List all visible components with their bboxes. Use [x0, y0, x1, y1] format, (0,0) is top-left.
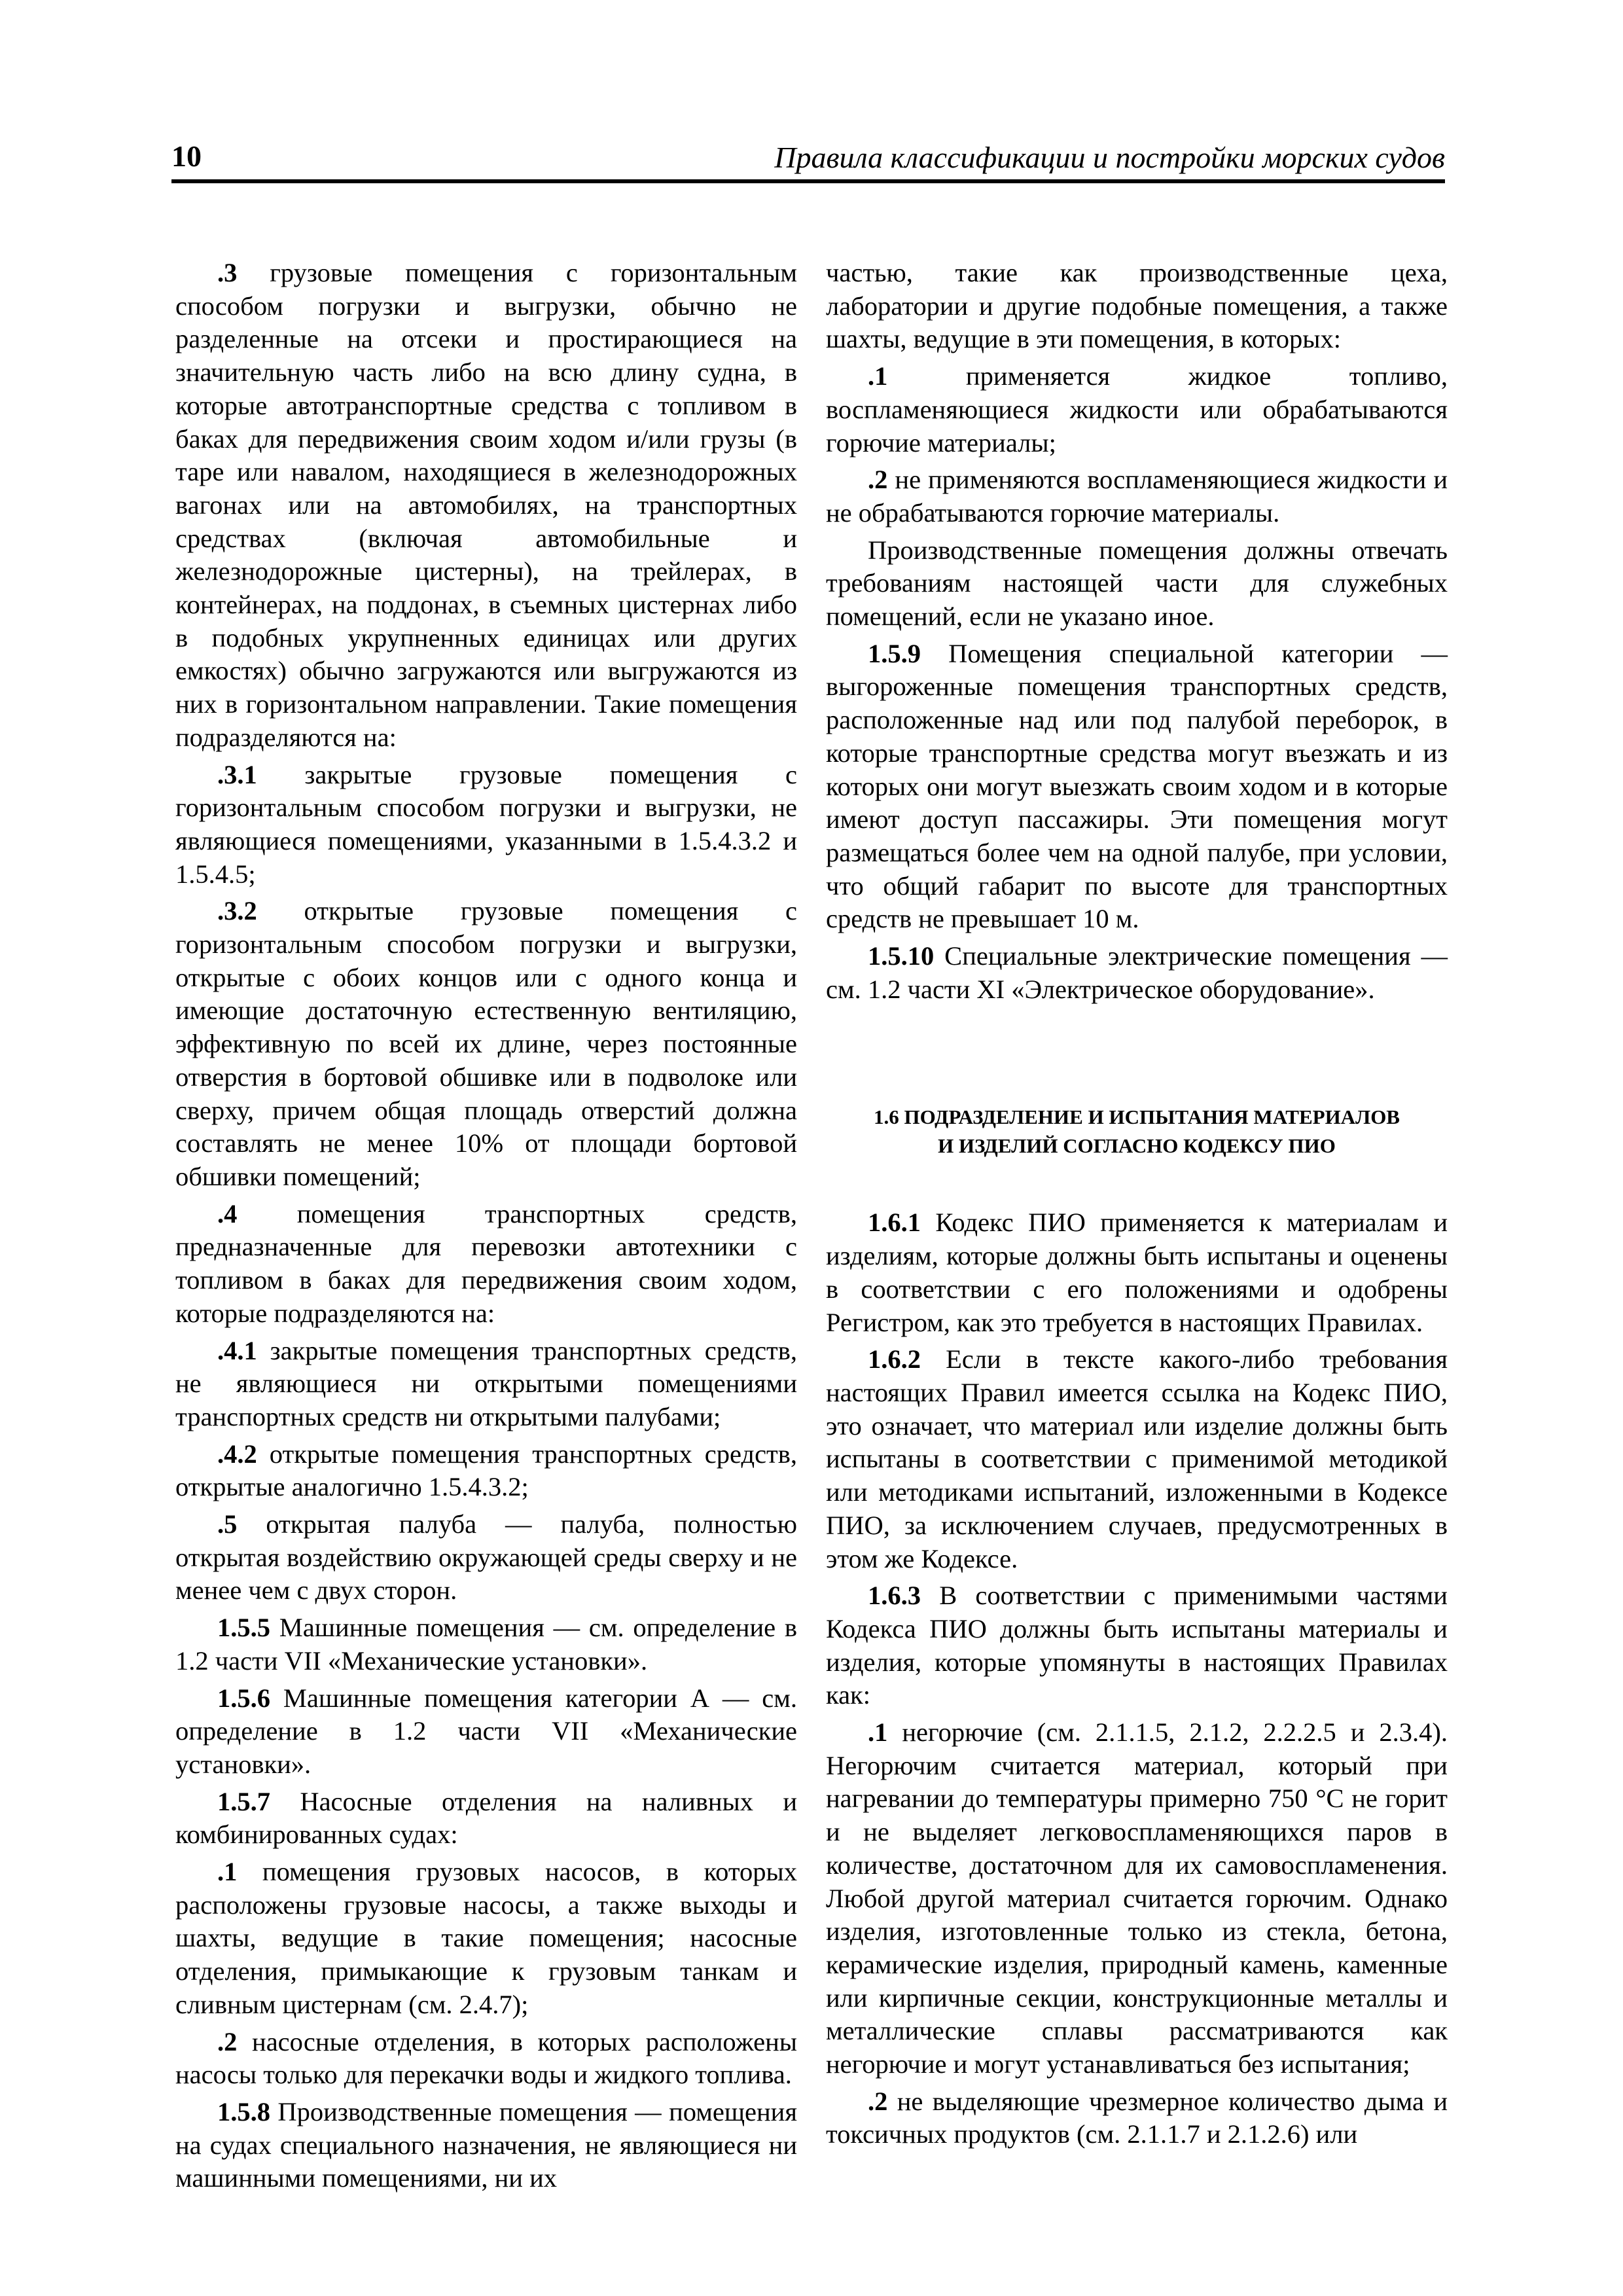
paragraph	[826, 637, 1448, 936]
page-header	[171, 139, 1445, 183]
paragraph	[826, 1579, 1448, 1712]
clause-text: открытые помещения транспортных средств, открытые аналогично 1.5.4.3.2;	[175, 1439, 797, 1502]
clause-number: .4	[217, 1198, 238, 1229]
clause-text: Машинные помещения категории А — см. определение в 1.2 части VII «Механические установки».	[175, 1683, 797, 1779]
right-column-bottom	[826, 1206, 1448, 2151]
section-heading-line-1: 1.6 ПОДРАЗДЕЛЕНИЕ И ИСПЫТАНИЯ МАТЕРИАЛОВ	[874, 1105, 1400, 1129]
paragraph	[826, 463, 1448, 529]
clause-number: 1.5.10	[868, 941, 935, 971]
running-title: Правила классификации и постройки морских судов	[774, 141, 1445, 174]
paragraph	[175, 2026, 797, 2092]
paragraph	[826, 1716, 1448, 2081]
clause-number: .4.1	[217, 1335, 257, 1365]
clause-text: Производственные помещения — помещения на судах специального назначения, не являющиеся ни машинными помещениями, ни их	[175, 2096, 797, 2193]
clause-number: .1	[868, 1717, 888, 1748]
clause-text: помещения транспортных средств, предназначенные для перевозки автотехники с топливом в баках для передвижения своим ходом, которые подразделяются на:	[175, 1198, 797, 1328]
clause-text: негорючие (см. 2.1.1.5, 2.1.2, 2.2.2.5 и 2.3.4). Негорючим считается материал, который при нагревании до температуры примерно 750 °С не горит и не выделяет легковоспламеняющихся паров в количестве, достаточном для их самовоспламенения. Любой другой материал считается горючим. Однако изделия, изготовленные только из стекла, бетона, керамические изделия, природный камень, каменные или кирпичные секции, конструкционные металлы и металлические сплавы рассматриваются как негорючие и могут устанавливаться без испытания;	[826, 1717, 1448, 2079]
clause-number: 1.5.7	[217, 1786, 270, 1816]
right-column-top	[826, 257, 1448, 1006]
clause-number: 1.5.5	[217, 1613, 270, 1643]
clause-number: .3.1	[217, 759, 257, 789]
clause-number: .1	[868, 361, 888, 391]
clause-text: Кодекс ПИО применяется к материалам и изделиям, которые должны быть испытаны и оценены в соответствии с его положениями и одобрены Регистром, как это требуется в настоящих Правилах.	[826, 1208, 1448, 1337]
clause-text: закрытые помещения транспортных средств, не являющиеся ни открытыми помещениями транспортных средств ни открытыми палубами;	[175, 1335, 797, 1431]
paragraph	[175, 895, 797, 1193]
clause-text: частью, такие как производственные цеха, лаборатории и другие подобные помещения, а также шахты, ведущие в эти помещения, в которых:	[826, 258, 1448, 354]
paragraph	[175, 1611, 797, 1677]
clause-text: В соответствии с применимыми частями Кодекса ПИО должны быть испытаны материалы и изделия, которые упомянуты в настоящих Правилах как:	[826, 1581, 1448, 1710]
clause-number: .2	[868, 465, 888, 495]
paragraph	[826, 2085, 1448, 2151]
clause-text: помещения грузовых насосов, в которых расположены грузовые насосы, а также выходы и шахты, ведущие в такие помещения; насосные отделения, примыкающие к грузовым танкам и сливным цистернам (см. 2.4.7);	[175, 1857, 797, 2019]
paragraph	[175, 1335, 797, 1434]
paragraph	[826, 360, 1448, 459]
clause-text: Производственные помещения должны отвечать требованиям настоящей части для служебных помещений, если не указано иное.	[826, 535, 1448, 632]
section-heading	[826, 1103, 1448, 1160]
clause-number: 1.6.3	[868, 1581, 921, 1611]
clause-number: 1.5.8	[217, 2096, 270, 2126]
clause-number: .2	[868, 2086, 888, 2116]
clause-text: не применяются воспламеняющиеся жидкости и не обрабатываются горючие материалы.	[826, 465, 1448, 528]
clause-text: открытые грузовые помещения с горизонтальным способом погрузки и выгрузки, открытые с обоих концов или с одного конца и имеющие достаточную естественную вентиляцию, эффективную по всей их длине, через постоянные отверстия в бортовой обшивке или в подволоке или сверху, причем общая площадь отверстий должна составлять не менее 10% от площади бортовой обшивки помещений;	[175, 896, 797, 1191]
clause-text: грузовые помещения с горизонтальным способом погрузки и выгрузки, обычно не разделенные на отсеки и простирающиеся на значительную часть либо на всю длину судна, в которые автотранспортные средства с топливом в баках для передвижения своим ходом и/или грузы (в таре или навалом, находящиеся в железнодорожных вагонах или на автомобилях, на транспортных средствах (включая автомобильные и железнодорожные цистерны), на трейлерах, в контейнерах, на поддонах, в съемных цистернах либо в подобных укрупненных единицах или других емкостях) обычно загружаются или выгружаются из них в горизонтальном направлении. Такие помещения подразделяются на:	[175, 258, 797, 752]
clause-text: Насосные отделения на наливных и комбинированных судах:	[175, 1786, 797, 1850]
clause-number: 1.5.6	[217, 1683, 270, 1713]
clause-text: Специальные электрические помещения — см. 1.2 части XI «Электрическое оборудование».	[826, 941, 1448, 1004]
clause-text: не выделяющие чрезмерное количество дыма и токсичных продуктов (см. 2.1.1.7 и 2.1.2.6) или	[826, 2086, 1448, 2149]
paragraph	[175, 1682, 797, 1782]
paragraph	[175, 2096, 797, 2195]
paragraph	[826, 1206, 1448, 1339]
paragraph	[175, 1508, 797, 1607]
clause-text: Если в тексте какого-либо требования настоящих Правил имеется ссылка на Кодекс ПИО, это означает, что материал или изделие должны быть испытаны в соответствии с применимой методикой или методиками испытаний, изложенными в Кодексе ПИО, за исключением случаев, предусмотренных в этом же Кодексе.	[826, 1344, 1448, 1573]
section-heading-line-2: И ИЗДЕЛИЙ СОГЛАСНО КОДЕКСУ ПИО	[938, 1134, 1336, 1158]
clause-number: .3	[217, 258, 238, 287]
paragraph	[826, 534, 1448, 634]
clause-text: насосные отделения, в которых расположены насосы только для перекачки воды и жидкого топлива.	[175, 2026, 797, 2090]
clause-text: Помещения специальной категории — выгороженные помещения транспортных средств, расположенные над или под палубой переборок, в которые транспортные средства могут въезжать и из которых они могут выезжать своим ходом и в которые имеют доступ пассажиры. Эти помещения могут размещаться более чем на одной палубе, при условии, что общий габарит по высоте для транспортных средств не превышает 10 м.	[826, 638, 1448, 934]
clause-number: 1.6.1	[868, 1208, 921, 1238]
paragraph	[826, 257, 1448, 356]
paragraph	[175, 1198, 797, 1331]
paragraph	[826, 1343, 1448, 1575]
clause-number: .3.2	[217, 896, 257, 926]
clause-text: закрытые грузовые помещения с горизонтальным способом погрузки и выгрузки, не являющиеся помещениями, указанными в 1.5.4.3.2 и 1.5.4.5;	[175, 759, 797, 889]
paragraph	[175, 257, 797, 755]
paragraph	[175, 759, 797, 891]
clause-text: Машинные помещения — см. определение в 1.2 части VII «Механические установки».	[175, 1613, 797, 1676]
left-column	[175, 257, 797, 2199]
paragraph	[175, 1438, 797, 1504]
paragraph	[826, 940, 1448, 1006]
clause-text: применяется жидкое топливо, воспламеняющиеся жидкости или обрабатываются горючие материалы;	[826, 361, 1448, 457]
clause-number: .2	[217, 2026, 238, 2056]
clause-number: .1	[217, 1857, 238, 1887]
clause-text: открытая палуба — палуба, полностью открытая воздействию окружающей среды сверху и не менее чем с двух сторон.	[175, 1509, 797, 1605]
clause-number: 1.6.2	[868, 1344, 921, 1374]
paragraph	[175, 1785, 797, 1852]
clause-number: .4.2	[217, 1439, 257, 1469]
page-number: 10	[171, 139, 202, 173]
right-column	[826, 257, 1448, 2155]
paragraph	[175, 1856, 797, 2022]
clause-number: .5	[217, 1509, 238, 1539]
clause-number: 1.5.9	[868, 638, 921, 668]
